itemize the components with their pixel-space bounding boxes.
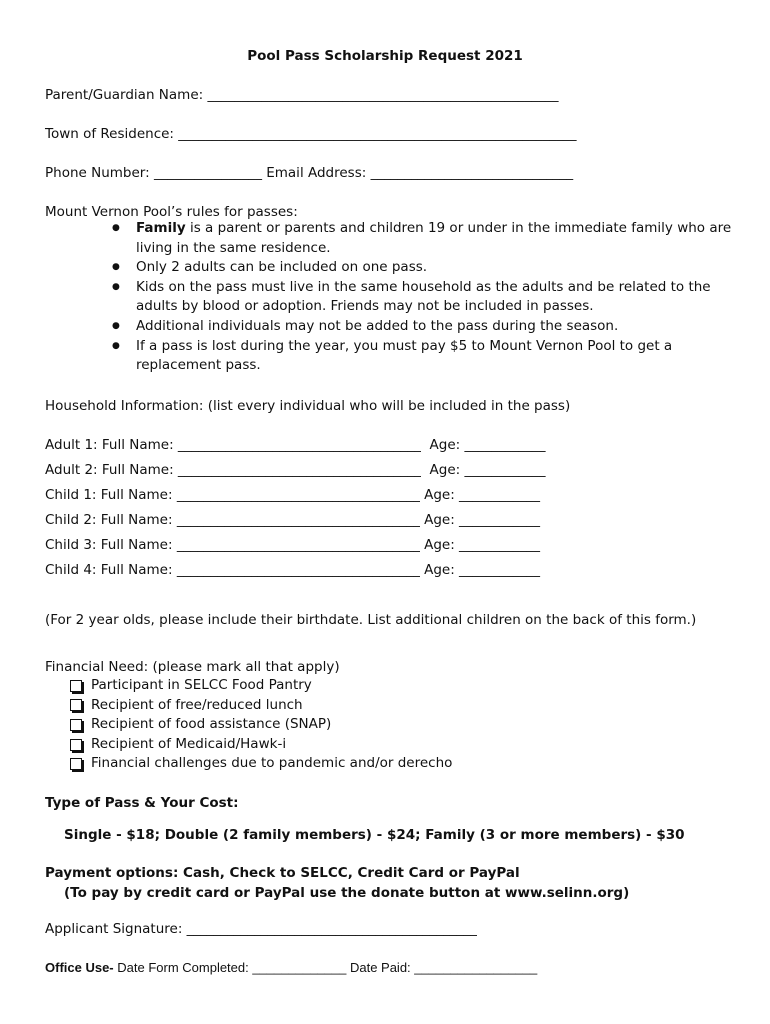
rule-item: ● Only 2 adults can be included on one pass.	[108, 258, 738, 278]
payment-options: Payment options: Cash, Check to SELCC, Credit Card or PayPal	[45, 865, 520, 881]
checkbox-icon[interactable]	[70, 680, 82, 692]
office-use-label: Office Use-	[45, 960, 114, 975]
checkbox-icon[interactable]	[70, 699, 82, 711]
family-definition: is a parent or parents and children 19 or under in the immediate family who are living in the same residence.	[136, 220, 732, 256]
household-row[interactable]: Adult 1: Full Name: ____________________________________ Age: ____________	[45, 437, 546, 453]
option-label: Recipient of food assistance (SNAP)	[91, 716, 332, 733]
option-label: Financial challenges due to pandemic and/or derecho	[91, 755, 453, 772]
household-row[interactable]: Child 2: Full Name: ____________________________________ Age: ____________	[45, 512, 541, 528]
rules-list	[108, 219, 738, 376]
option-label: Recipient of free/reduced lunch	[91, 696, 303, 713]
checkbox-icon[interactable]	[70, 758, 82, 770]
pass-costs: Single - $18; Double (2 family members) - $24; Family (3 or more members) - $30	[64, 827, 685, 843]
office-use-line	[45, 959, 537, 977]
household-row[interactable]: Child 3: Full Name: ____________________________________ Age: ____________	[45, 537, 541, 553]
financial-option[interactable]	[70, 754, 452, 774]
rule-item: ● If a pass is lost during the year, you must pay $5 to Mount Vernon Pool to get a replacement pass.	[108, 337, 738, 376]
financial-option[interactable]	[70, 735, 452, 755]
household-note: (For 2 year olds, please include their birthdate. List additional children on the back of this form.)	[45, 612, 697, 628]
office-use-fields: Date Form Completed: _____________ Date Paid: _________________	[113, 960, 538, 975]
household-heading: Household Information: (list every individual who will be included in the pass)	[45, 398, 571, 414]
financial-option[interactable]	[70, 696, 452, 716]
rule-item: ● Additional individuals may not be added to the pass during the season.	[108, 317, 738, 337]
financial-option[interactable]	[70, 676, 452, 696]
rules-heading: Mount Vernon Pool’s rules for passes:	[45, 204, 298, 220]
signature-field[interactable]: Applicant Signature: ___________________________________________	[45, 921, 477, 937]
payment-instructions: (To pay by credit card or PayPal use the donate button at www.selinn.org)	[64, 885, 630, 901]
parent-name-field[interactable]: Parent/Guardian Name: ____________________________________________________	[45, 87, 559, 103]
family-term: Family	[136, 220, 186, 236]
household-row[interactable]: Adult 2: Full Name: ____________________________________ Age: ____________	[45, 462, 546, 478]
household-row[interactable]: Child 4: Full Name: ____________________________________ Age: ____________	[45, 562, 541, 578]
financial-heading: Financial Need: (please mark all that apply)	[45, 659, 340, 675]
pass-heading: Type of Pass & Your Cost:	[45, 795, 239, 811]
household-row[interactable]: Child 1: Full Name: ____________________________________ Age: ____________	[45, 487, 541, 503]
financial-option[interactable]	[70, 715, 452, 735]
option-label: Participant in SELCC Food Pantry	[91, 677, 312, 693]
option-label: Recipient of Medicaid/Hawk-i	[91, 735, 287, 752]
form-title: Pool Pass Scholarship Request 2021	[247, 48, 523, 64]
rule-item: ● Kids on the pass must live in the same household as the adults and be related to the adults by blood or adoption. Friends may not be included in passes.	[108, 278, 738, 317]
checkbox-icon[interactable]	[70, 739, 82, 751]
rule-item	[108, 219, 738, 258]
phone-email-field[interactable]: Phone Number: ________________ Email Address: ______________________________	[45, 165, 574, 181]
financial-options	[70, 676, 452, 774]
town-field[interactable]: Town of Residence: ___________________________________________________________	[45, 126, 577, 142]
checkbox-icon[interactable]	[70, 719, 82, 731]
